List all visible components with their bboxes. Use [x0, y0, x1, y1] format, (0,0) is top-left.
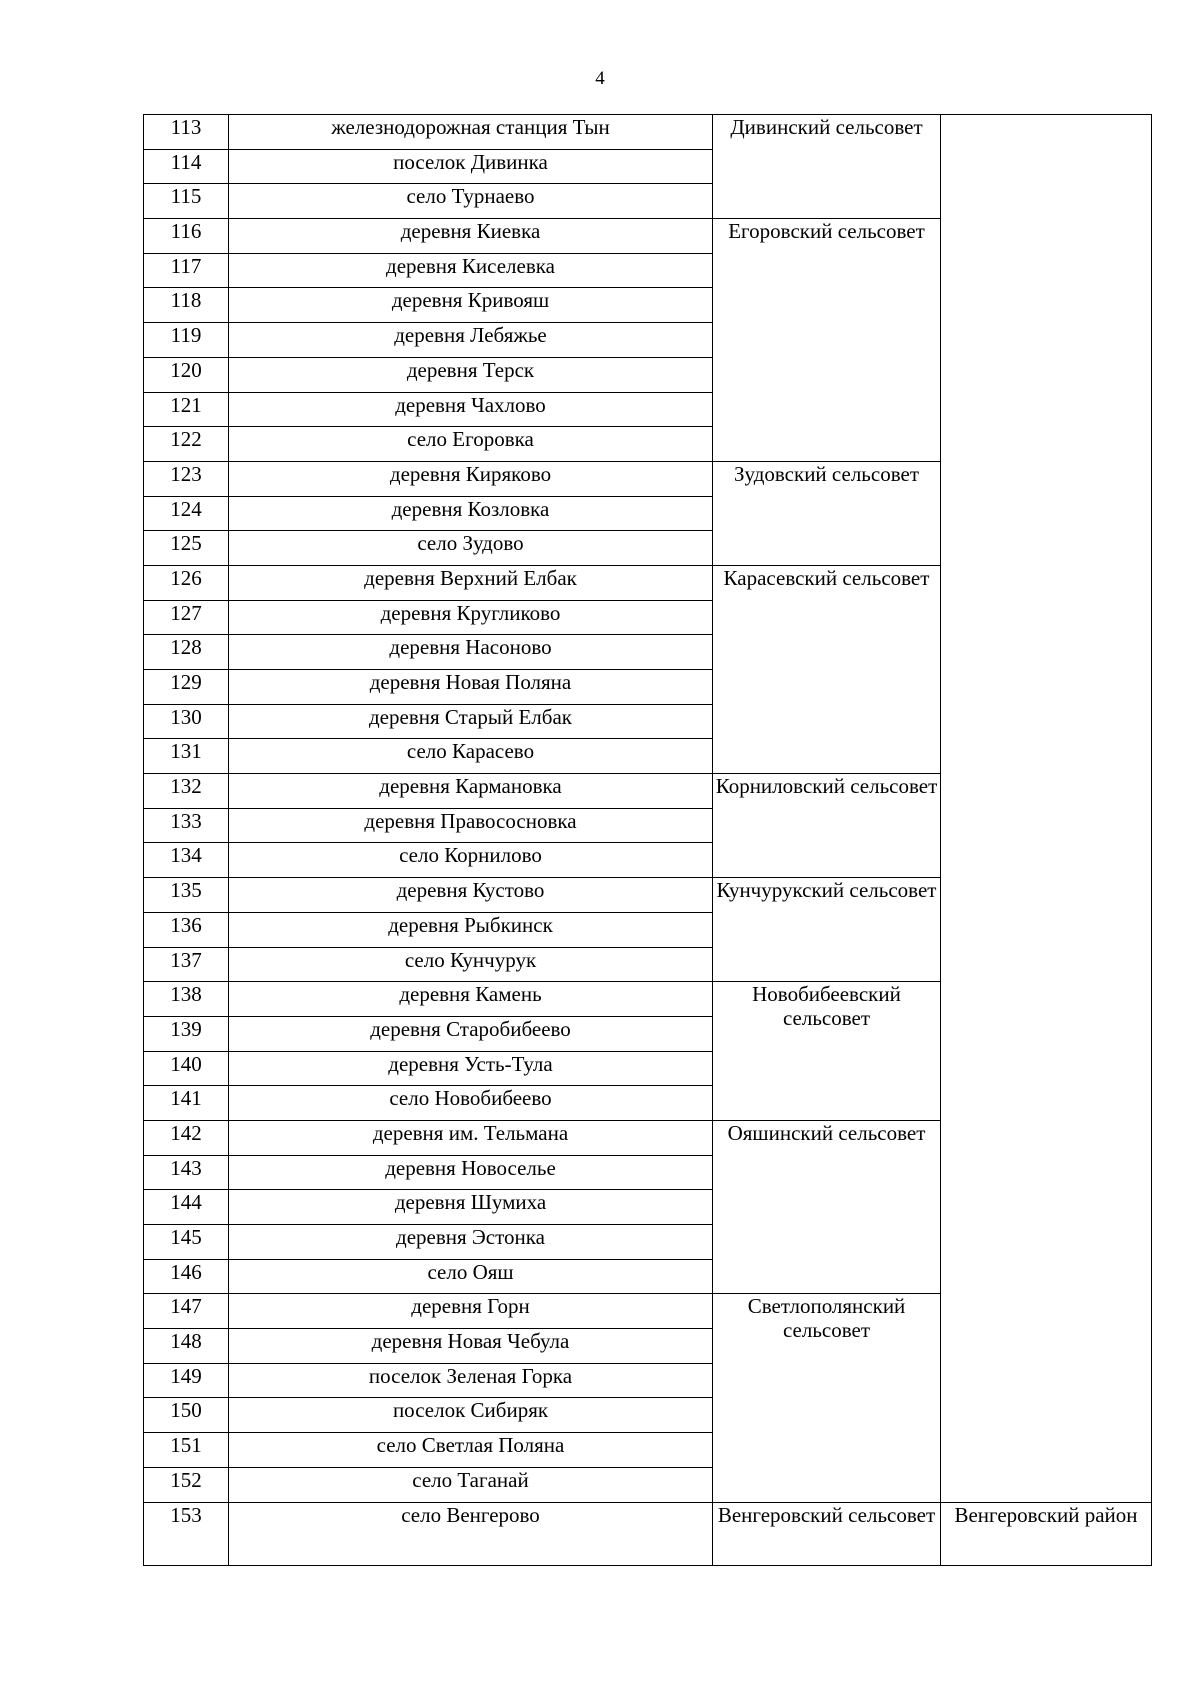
council-name: Дивинский сельсовет — [713, 115, 941, 219]
council-name: Ояшинский сельсовет — [713, 1120, 941, 1293]
settlements-table-body — [144, 115, 1152, 1566]
settlement-name: деревня Кустово — [229, 878, 713, 913]
row-number: 143 — [144, 1155, 229, 1190]
row-number: 128 — [144, 635, 229, 670]
settlement-name: поселок Сибиряк — [229, 1398, 713, 1433]
council-name: Кунчурукский сельсовет — [713, 878, 941, 982]
table-row — [144, 115, 1152, 150]
row-number: 114 — [144, 149, 229, 184]
settlement-name: деревня Козловка — [229, 496, 713, 531]
settlement-name: село Турнаево — [229, 184, 713, 219]
row-number: 145 — [144, 1225, 229, 1260]
row-number: 137 — [144, 947, 229, 982]
settlement-name: деревня Шумиха — [229, 1190, 713, 1225]
row-number: 142 — [144, 1120, 229, 1155]
row-number: 136 — [144, 912, 229, 947]
settlement-name: железнодорожная станция Тын — [229, 115, 713, 150]
row-number: 133 — [144, 808, 229, 843]
row-number: 139 — [144, 1016, 229, 1051]
settlement-name: деревня Терск — [229, 357, 713, 392]
row-number: 130 — [144, 704, 229, 739]
row-number: 153 — [144, 1502, 229, 1565]
row-number: 123 — [144, 461, 229, 496]
row-number: 141 — [144, 1086, 229, 1121]
row-number: 148 — [144, 1329, 229, 1364]
council-name: Карасевский сельсовет — [713, 565, 941, 773]
settlement-name: село Венгерово — [229, 1502, 713, 1565]
settlement-name: село Егоровка — [229, 427, 713, 462]
settlement-name: деревня Чахлово — [229, 392, 713, 427]
settlement-name: поселок Зеленая Горка — [229, 1363, 713, 1398]
settlement-name: деревня Киевка — [229, 219, 713, 254]
council-name: Егоровский сельсовет — [713, 219, 941, 462]
settlement-name: деревня Новая Поляна — [229, 670, 713, 705]
row-number: 140 — [144, 1051, 229, 1086]
row-number: 149 — [144, 1363, 229, 1398]
table-row — [144, 1502, 1152, 1565]
settlement-name: деревня Лебяжье — [229, 323, 713, 358]
settlement-name: деревня Правососновка — [229, 808, 713, 843]
row-number: 132 — [144, 774, 229, 809]
row-number: 150 — [144, 1398, 229, 1433]
row-number: 134 — [144, 843, 229, 878]
row-number: 129 — [144, 670, 229, 705]
settlement-name: деревня Кривояш — [229, 288, 713, 323]
settlement-name: деревня Старый Елбак — [229, 704, 713, 739]
settlement-name: село Новобибеево — [229, 1086, 713, 1121]
settlement-name: село Корнилово — [229, 843, 713, 878]
row-number: 151 — [144, 1433, 229, 1468]
row-number: 124 — [144, 496, 229, 531]
row-number: 121 — [144, 392, 229, 427]
settlement-name: село Зудово — [229, 531, 713, 566]
settlement-name: деревня Новоселье — [229, 1155, 713, 1190]
row-number: 144 — [144, 1190, 229, 1225]
row-number: 138 — [144, 982, 229, 1017]
row-number: 147 — [144, 1294, 229, 1329]
district-cell-empty — [941, 115, 1152, 1503]
settlement-name: деревня Рыбкинск — [229, 912, 713, 947]
row-number: 119 — [144, 323, 229, 358]
settlement-name: деревня Горн — [229, 1294, 713, 1329]
settlement-name: деревня Верхний Елбак — [229, 565, 713, 600]
row-number: 115 — [144, 184, 229, 219]
district-name: Венгеровский район — [941, 1502, 1152, 1565]
row-number: 117 — [144, 253, 229, 288]
row-number: 126 — [144, 565, 229, 600]
settlement-name: деревня им. Тельмана — [229, 1120, 713, 1155]
row-number: 113 — [144, 115, 229, 150]
row-number: 135 — [144, 878, 229, 913]
settlement-name: деревня Киселевка — [229, 253, 713, 288]
row-number: 127 — [144, 600, 229, 635]
settlement-name: село Таганай — [229, 1467, 713, 1502]
settlement-name: село Кунчурук — [229, 947, 713, 982]
settlement-name: деревня Эстонка — [229, 1225, 713, 1260]
row-number: 118 — [144, 288, 229, 323]
settlement-name: деревня Новая Чебула — [229, 1329, 713, 1364]
settlement-name: село Светлая Поляна — [229, 1433, 713, 1468]
settlement-name: деревня Камень — [229, 982, 713, 1017]
settlement-name: деревня Усть-Тула — [229, 1051, 713, 1086]
row-number: 125 — [144, 531, 229, 566]
settlements-table — [143, 114, 1152, 1566]
settlement-name: деревня Кармановка — [229, 774, 713, 809]
row-number: 152 — [144, 1467, 229, 1502]
settlement-name: село Карасево — [229, 739, 713, 774]
row-number: 146 — [144, 1259, 229, 1294]
council-name: Светлополянский сельсовет — [713, 1294, 941, 1502]
settlement-name: село Ояш — [229, 1259, 713, 1294]
row-number: 116 — [144, 219, 229, 254]
council-name: Корниловский сельсовет — [713, 774, 941, 878]
council-name: Зудовский сельсовет — [713, 461, 941, 565]
page-number: 4 — [595, 68, 605, 89]
settlement-name: деревня Кругликово — [229, 600, 713, 635]
settlement-name: деревня Киряково — [229, 461, 713, 496]
settlement-name: деревня Старобибеево — [229, 1016, 713, 1051]
council-name: Новобибеевский сельсовет — [713, 982, 941, 1121]
row-number: 120 — [144, 357, 229, 392]
row-number: 122 — [144, 427, 229, 462]
council-name: Венгеровский сельсовет — [713, 1502, 941, 1565]
row-number: 131 — [144, 739, 229, 774]
settlement-name: деревня Насоново — [229, 635, 713, 670]
settlement-name: поселок Дивинка — [229, 149, 713, 184]
